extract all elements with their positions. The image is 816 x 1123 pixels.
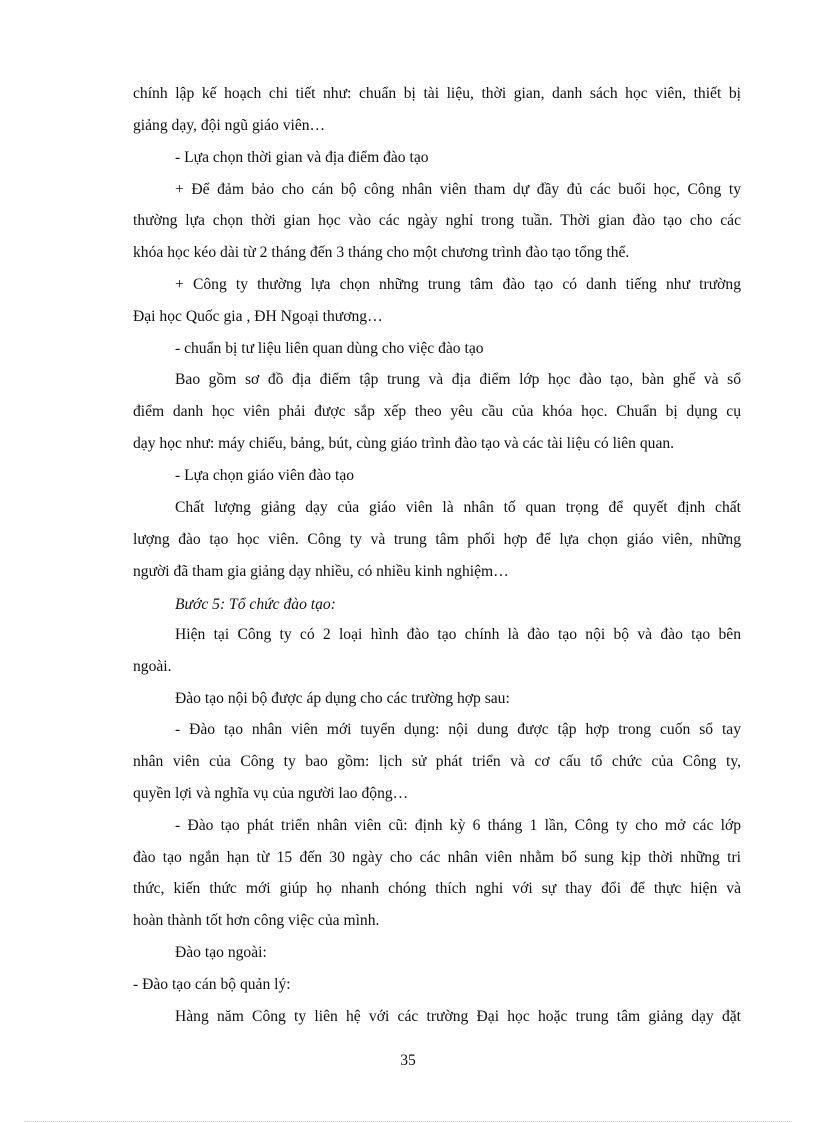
page-number: 35 — [400, 1052, 416, 1069]
text-line: - Đào tạo nhân viên mới tuyển dụng: nội dung được tập hợp trong cuốn sổ tay — [175, 721, 741, 738]
text-line: dạy học như: máy chiếu, bảng, bút, cùng giáo trình đào tạo và các tài liệu có liên quan. — [133, 435, 675, 452]
text-line: + Công ty thường lựa chọn những trung tâm đào tạo có danh tiếng như trường — [175, 276, 741, 293]
text-line: hoàn thành tốt hơn công việc của mình. — [133, 912, 380, 929]
text-line: đào tạo ngắn hạn từ 15 đến 30 ngày cho các nhân viên nhằm bổ sung kịp thời những tri — [133, 849, 741, 866]
text-line: Chất lượng giảng dạy của giáo viên là nhân tố quan trọng để quyết định chất — [175, 499, 741, 516]
text-line: - Lựa chọn thời gian và địa điểm đào tạo — [175, 149, 429, 166]
text-line: thường lựa chọn thời gian học vào các ngày nghỉ trong tuần. Thời gian đào tạo cho các — [133, 212, 741, 229]
text-line: Đại học Quốc gia , ĐH Ngoại thương… — [133, 308, 383, 325]
text-line: Hàng năm Công ty liên hệ với các trường Đại học hoặc trung tâm giảng dạy đặt — [175, 1008, 741, 1025]
text-line: nhân viên của Công ty bao gồm: lịch sử phát triển và cơ cấu tổ chức của Công ty, — [133, 753, 741, 770]
text-line: quyền lợi và nghĩa vụ của người lao động… — [133, 785, 409, 802]
text-line: người đã tham gia giảng dạy nhiều, có nhiều kinh nghiệm… — [133, 563, 509, 580]
text-line: Đào tạo ngoài: — [175, 944, 267, 961]
text-line: ngoài. — [133, 658, 172, 675]
text-line: chính lập kế hoạch chi tiết như: chuẩn bị tài liệu, thời gian, danh sách học viên, thiết bị — [133, 85, 741, 102]
section-heading: Bước 5: Tổ chức đào tạo: — [175, 596, 336, 613]
page-bottom-divider — [24, 1121, 792, 1122]
text-line: điểm danh học viên phải được sắp xếp theo yêu cầu của khóa học. Chuẩn bị dụng cụ — [133, 403, 741, 420]
text-line: Bao gồm sơ đồ địa điểm tập trung và địa điểm lớp học đào tạo, bàn ghế và sổ — [175, 371, 741, 388]
text-line: giảng dạy, đội ngũ giáo viên… — [133, 117, 326, 134]
text-line: lượng đào tạo học viên. Công ty và trung tâm phối hợp để lựa chọn giáo viên, những — [133, 531, 741, 548]
text-line: Hiện tại Công ty có 2 loại hình đào tạo chính là đào tạo nội bộ và đào tạo bên — [175, 626, 741, 643]
text-line: - Đào tạo cán bộ quản lý: — [133, 976, 291, 993]
text-line: thức, kiến thức mới giúp họ nhanh chóng thích nghi với sự thay đổi để thực hiện và — [133, 880, 741, 897]
text-line: khóa học kéo dài từ 2 tháng đến 3 tháng cho một chương trình đào tạo tổng thể. — [133, 244, 630, 261]
text-line: - Lựa chọn giáo viên đào tạo — [175, 467, 355, 484]
text-line: Đào tạo nội bộ được áp dụng cho các trường hợp sau: — [175, 690, 510, 707]
text-line: - Đào tạo phát triển nhân viên cũ: định kỳ 6 tháng 1 lần, Công ty cho mở các lớp — [175, 817, 741, 834]
text-line: - chuẩn bị tư liệu liên quan dùng cho việc đào tạo — [175, 340, 484, 357]
text-line: + Để đảm bảo cho cán bộ công nhân viên tham dự đầy đủ các buổi học, Công ty — [175, 181, 741, 198]
